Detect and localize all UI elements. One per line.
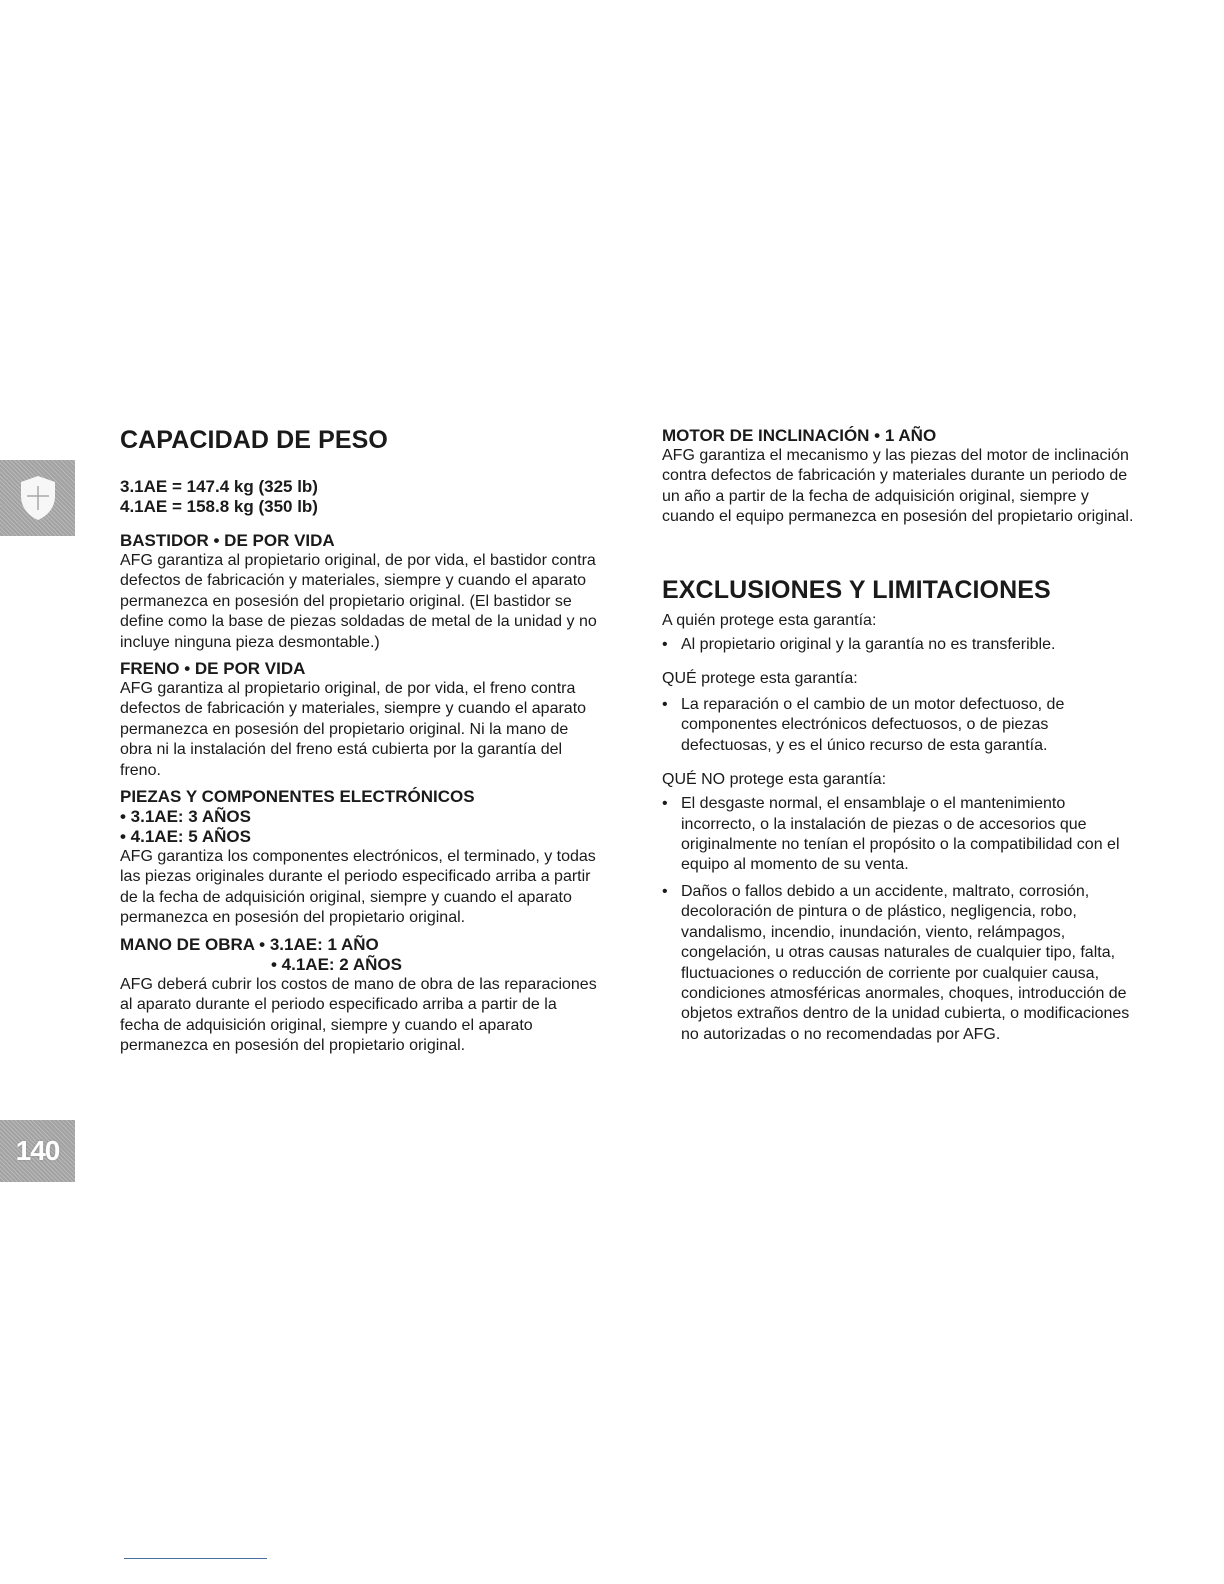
motor-heading: MOTOR DE INCLINACIÓN • 1 AÑO <box>662 426 937 445</box>
who-label: A quién protege esta garantía: <box>662 611 877 629</box>
mano-text: AFG deberá cubrir los costos de mano de obra de las reparaciones al aparato durante el periodo especificado arriba a partir de la fecha de adquisición original, siempre y cuando el aparato permanezca en posesión del propietario original. <box>120 975 597 1054</box>
left-column <box>120 426 600 1062</box>
mano-section <box>120 935 600 1057</box>
freno-text: AFG garantiza al propietario original, de por vida, el freno contra defectos de fabricación y materiales, siempre y cuando el aparato permanezca en posesión del propietario original. Ni la mano de obra ni la instalación del freno está cubierta por la garantía del freno. <box>120 680 587 779</box>
list-item: • La reparación o el cambio de un motor defectuoso, de componentes electrónicos defectuosos, o de piezas defectuosas, y es el único recurso de esta garantía. <box>662 695 1134 756</box>
bastidor-text: AFG garantiza al propietario original, de por vida, el bastidor contra defectos de fabricación y materiales, siempre y cuando el aparato permanezca en posesión del propietario original. (El bastidor se define como la base de piezas soldadas de metal de la unidad y no incluye ninguna pieza desmontable.) <box>120 552 597 651</box>
what-list <box>662 695 1134 756</box>
not-list <box>662 794 1134 1045</box>
mano-heading-4-1ae: • 4.1AE: 2 AÑOS <box>271 954 402 974</box>
not-label: QUÉ NO protege esta garantía: <box>662 771 887 789</box>
piezas-section <box>120 787 600 929</box>
footer-rule <box>124 1558 267 1559</box>
what-label: QUÉ protege esta garantía: <box>662 670 858 688</box>
freno-section <box>120 659 600 781</box>
capacity-values <box>120 477 600 517</box>
bastidor-section <box>120 531 600 653</box>
list-item: • El desgaste normal, el ensamblaje o el mantenimiento incorrecto, o la instalación de piezas o de accesorios que originalmente no tenían el propósito o la compatibilidad con el equipo al momento de su venta. <box>662 794 1134 876</box>
motor-text: AFG garantiza el mecanismo y las piezas del motor de inclinación contra defectos de fabricación y materiales durante un periodo de un año a partir de la fecha de adquisición original, siempre y cuando el equipo permanezca en posesión del propietario original. <box>662 447 1134 526</box>
exclusions-title: EXCLUSIONES Y LIMITACIONES <box>662 575 1051 604</box>
capacity-4-1ae: 4.1AE = 158.8 kg (350 lb) <box>120 497 318 516</box>
freno-heading: FRENO • DE POR VIDA <box>120 659 306 679</box>
piezas-3-1ae: • 3.1AE: 3 AÑOS <box>120 807 251 827</box>
mano-heading: MANO DE OBRA • 3.1AE: 1 AÑO <box>120 934 379 954</box>
piezas-text: AFG garantiza los componentes electrónicos, el terminado, y todas las piezas originales durante el periodo especificado arriba a partir de la fecha de adquisición original, siempre y cuando el aparato permanezca en posesión del propietario original. <box>120 848 596 927</box>
right-column <box>662 426 1134 1059</box>
warranty-section-tab <box>0 460 75 536</box>
piezas-4-1ae: • 4.1AE: 5 AÑOS <box>120 827 251 847</box>
page-number-tab <box>0 1120 75 1182</box>
motor-section <box>662 426 1134 528</box>
page-number: 140 <box>15 1135 60 1166</box>
capacity-3-1ae: 3.1AE = 147.4 kg (325 lb) <box>120 477 318 496</box>
piezas-heading: PIEZAS Y COMPONENTES ELECTRÓNICOS <box>120 787 475 807</box>
bastidor-heading: BASTIDOR • DE POR VIDA <box>120 531 335 550</box>
list-item: • Al propietario original y la garantía no es transferible. <box>662 635 1134 655</box>
who-list <box>662 635 1134 655</box>
capacity-title: CAPACIDAD DE PESO <box>120 426 388 454</box>
list-item: • Daños o fallos debido a un accidente, maltrato, corrosión, decoloración de pintura o de plástico, negligencia, robo, vandalismo, incendio, inundación, viento, relámpagos, congelación, u otras causas naturales de cualquier tipo, falta, fluctuaciones o reducción de corriente por cualquier causa, condiciones atmosféricas anormales, choques, introducción de objetos extraños dentro de la unidad cubierta, o modificaciones no autorizadas o no recomendadas por AFG. <box>662 882 1134 1045</box>
shield-icon <box>18 474 58 522</box>
